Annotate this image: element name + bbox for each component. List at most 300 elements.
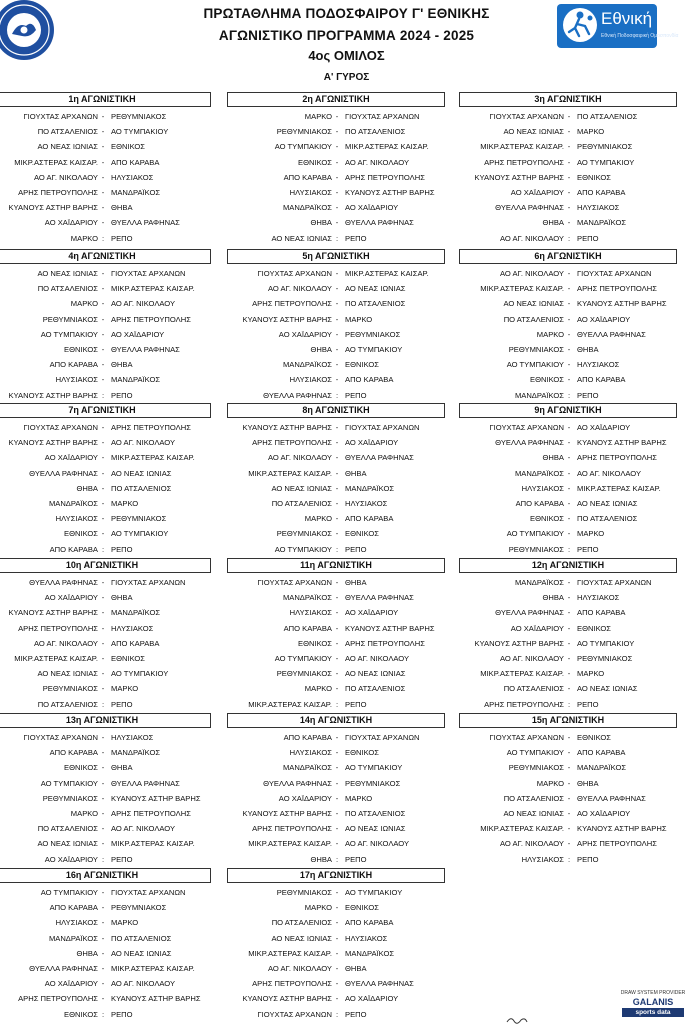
home-team: ΑΟ ΤΥΜΠΑΚΙΟΥ [274, 653, 332, 663]
match-row [459, 109, 677, 124]
match-row [459, 266, 677, 281]
away-team: ΜΙΚΡ.ΑΣΤΕΡΑΣ ΚΑΙΣΑΡ. [577, 483, 661, 493]
match-row [227, 420, 445, 435]
match-row [0, 806, 211, 821]
match-separator: - [101, 793, 105, 803]
away-team: ΡΕΠΟ [577, 699, 599, 709]
home-team: ΑΡΗΣ ΠΕΤΡΟΥΠΟΛΗΣ [252, 824, 332, 834]
home-team: ΗΛΥΣΙΑΚΟΣ [521, 854, 564, 864]
away-team: ΑΟ ΝΕΑΣ ΙΩΝΙΑΣ [345, 284, 406, 294]
away-team: ΡΕΠΟ [111, 699, 133, 709]
match-separator: - [335, 793, 339, 803]
away-team: ΜΑΡΚΟ [111, 498, 139, 508]
home-team: ΠΟ ΑΤΣΑΛΕΝΙΟΣ [37, 824, 98, 834]
match-row [0, 605, 211, 620]
away-team: ΕΘΝΙΚΟΣ [345, 529, 379, 539]
match-row [459, 806, 677, 821]
match-row [459, 435, 677, 450]
matchday-box [459, 92, 677, 246]
match-row [227, 215, 445, 230]
home-team: ΚΥΑΝΟΥΣ ΑΣΤΗΡ ΒΑΡΗΣ [8, 608, 98, 618]
match-separator: - [101, 903, 105, 913]
match-row [459, 200, 677, 215]
home-team: ΑΠΟ ΚΑΡΑΒΑ [283, 623, 332, 633]
away-team: ΘΥΕΛΛΑ ΡΑΦΗΝΑΣ [111, 218, 180, 228]
home-team: ΜΙΚΡ.ΑΣΤΕΡΑΣ ΚΑΙΣΑΡ. [248, 468, 332, 478]
match-row [459, 666, 677, 681]
away-team: ΑΟ ΤΥΜΠΑΚΙΟΥ [111, 669, 169, 679]
match-row [0, 745, 211, 760]
page-subtitle: ΑΓΩΝΙΣΤΙΚΟ ΠΡΟΓΡΑΜΜΑ 2024 - 2025 [218, 28, 475, 43]
match-separator: - [335, 498, 339, 508]
home-team: ΠΟ ΑΤΣΑΛΕΝΙΟΣ [271, 498, 332, 508]
match-separator: - [567, 269, 571, 278]
home-team: ΑΡΗΣ ΠΕΤΡΟΥΠΟΛΗΣ [252, 438, 332, 448]
match-separator: - [335, 157, 339, 167]
match-row [0, 155, 211, 170]
match-row [0, 991, 211, 1006]
away-team: ΜΙΚΡ.ΑΣΤΕΡΑΣ ΚΑΙΣΑΡ. [345, 142, 429, 152]
away-team: ΓΙΟΥΧΤΑΣ ΑΡΧΑΝΩΝ [111, 578, 186, 587]
away-team: ΚΥΑΝΟΥΣ ΑΣΤΗΡ ΒΑΡΗΣ [577, 299, 667, 309]
away-team: ΡΕΠΟ [111, 1009, 133, 1019]
away-team: ΘΗΒΑ [577, 778, 599, 788]
away-team: ΡΕΘΥΜΝΙΑΚΟΣ [345, 329, 401, 339]
home-team: ΑΟ ΧΑΪΔΑΡΙΟΥ [44, 854, 98, 864]
matchday-box [459, 403, 677, 557]
match-separator: - [335, 839, 339, 849]
match-separator: - [335, 963, 339, 973]
away-team: ΡΕΠΟ [111, 233, 133, 243]
match-row [459, 281, 677, 296]
match-separator: - [101, 653, 105, 663]
home-team: ΕΘΝΙΚΟΣ [530, 514, 564, 524]
match-row [459, 185, 677, 200]
match-separator: - [101, 669, 105, 679]
matchday-title: 4η ΑΓΩΝΙΣΤΙΚΗ [0, 249, 211, 264]
match-separator: : [335, 1009, 339, 1019]
away-team: ΑΟ ΑΓ. ΝΙΚΟΛΑΟΥ [345, 157, 410, 167]
match-row [0, 450, 211, 465]
match-row [459, 760, 677, 775]
match-row [0, 124, 211, 139]
match-separator: - [101, 284, 105, 294]
match-separator: - [567, 684, 571, 694]
match-separator: - [101, 269, 105, 278]
away-team: ΑΟ ΧΑΪΔΑΡΙΟΥ [345, 438, 399, 448]
match-separator: - [101, 157, 105, 167]
match-separator: - [101, 360, 105, 370]
match-row [0, 946, 211, 961]
home-team: ΑΟ ΤΥΜΠΑΚΙΟΥ [506, 360, 564, 370]
match-row [459, 215, 677, 230]
match-separator: - [101, 529, 105, 539]
away-team: ΑΡΗΣ ΠΕΤΡΟΥΠΟΛΗΣ [111, 314, 191, 324]
match-separator: - [567, 733, 571, 742]
ethniki-brand-text: Εθνική [601, 9, 653, 28]
match-list [459, 109, 677, 246]
home-team: ΑΟ ΑΓ. ΝΙΚΟΛΑΟΥ [499, 653, 564, 663]
match-separator: - [567, 299, 571, 309]
home-team: ΜΑΝΔΡΑΪΚΟΣ [48, 498, 98, 508]
away-team: ΓΙΟΥΧΤΑΣ ΑΡΧΑΝΩΝ [345, 733, 420, 742]
match-row [0, 420, 211, 435]
match-row [0, 915, 211, 930]
match-row [227, 388, 445, 403]
match-row [0, 621, 211, 636]
match-row [0, 791, 211, 806]
matchday-box [459, 249, 677, 403]
match-row [0, 836, 211, 851]
home-team: ΘΥΕΛΛΑ ΡΑΦΗΝΑΣ [29, 468, 98, 478]
away-team: ΕΘΝΙΚΟΣ [111, 142, 145, 152]
home-team: ΚΥΑΝΟΥΣ ΑΣΤΗΡ ΒΑΡΗΣ [8, 390, 98, 400]
match-row [0, 511, 211, 526]
away-team: ΑΠΟ ΚΑΡΑΒΑ [345, 375, 394, 385]
home-team: ΜΙΚΡ.ΑΣΤΕΡΑΣ ΚΑΙΣΑΡ. [480, 142, 564, 152]
matchday-box [0, 558, 211, 712]
away-team: ΑΡΗΣ ΠΕΤΡΟΥΠΟΛΗΣ [111, 423, 191, 432]
home-team: ΑΟ ΝΕΑΣ ΙΩΝΙΑΣ [271, 233, 332, 243]
match-row [227, 885, 445, 900]
home-team: ΘΥΕΛΛΑ ΡΑΦΗΝΑΣ [29, 963, 98, 973]
match-separator: - [567, 669, 571, 679]
match-row [227, 450, 445, 465]
match-separator: - [567, 839, 571, 849]
home-team: ΑΟ ΤΥΜΠΑΚΙΟΥ [40, 778, 98, 788]
home-team: ΑΟ ΤΥΜΠΑΚΙΟΥ [506, 748, 564, 758]
home-team: ΑΠΟ ΚΑΡΑΒΑ [49, 748, 98, 758]
matchday-title: 1η ΑΓΩΝΙΣΤΙΚΗ [0, 92, 211, 107]
match-separator: - [335, 653, 339, 663]
match-row [459, 155, 677, 170]
match-row [227, 185, 445, 200]
match-row [459, 575, 677, 590]
matchday-title: 9η ΑΓΩΝΙΣΤΙΚΗ [459, 403, 677, 418]
match-row [459, 372, 677, 387]
home-team: ΑΟ ΝΕΑΣ ΙΩΝΙΑΣ [37, 142, 98, 152]
away-team: ΠΟ ΑΤΣΑΛΕΝΙΟΣ [577, 112, 638, 121]
home-team: ΑΟ ΧΑΪΔΑΡΙΟΥ [44, 979, 98, 989]
home-team: ΑΟ ΤΥΜΠΑΚΙΟΥ [274, 142, 332, 152]
match-separator: : [101, 390, 105, 400]
match-row [0, 575, 211, 590]
away-team: ΑΟ ΑΓ. ΝΙΚΟΛΑΟΥ [111, 979, 176, 989]
match-row [0, 931, 211, 946]
away-team: ΜΑΝΔΡΑΪΚΟΣ [111, 187, 161, 197]
match-row [227, 466, 445, 481]
away-team: ΠΟ ΑΤΣΑΛΕΝΙΟΣ [345, 127, 406, 137]
match-separator: - [101, 344, 105, 354]
home-team: ΘΗΒΑ [310, 218, 332, 228]
matchday-title: 16η ΑΓΩΝΙΣΤΙΚΗ [0, 868, 211, 883]
match-separator: - [101, 578, 105, 587]
home-team: ΕΘΝΙΚΟΣ [64, 763, 98, 773]
away-team: ΑΠΟ ΚΑΡΑΒΑ [345, 918, 394, 928]
match-row [459, 681, 677, 696]
match-row [227, 139, 445, 154]
match-row [459, 542, 677, 557]
match-row [0, 961, 211, 976]
matchday-title: 5η ΑΓΩΝΙΣΤΙΚΗ [227, 249, 445, 264]
sponsor-logo [613, 988, 693, 1024]
home-team: ΑΟ ΑΓ. ΝΙΚΟΛΑΟΥ [499, 839, 564, 849]
home-team: ΗΛΥΣΙΑΚΟΣ [289, 608, 332, 618]
match-list [0, 885, 211, 1022]
away-team: ΑΡΗΣ ΠΕΤΡΟΥΠΟΛΗΣ [345, 172, 425, 182]
match-separator: - [335, 948, 339, 958]
match-separator: : [101, 233, 105, 243]
match-row [227, 946, 445, 961]
away-team: ΑΟ ΝΕΑΣ ΙΩΝΙΑΣ [577, 498, 638, 508]
away-team: ΘΥΕΛΛΑ ΡΑΦΗΝΑΣ [577, 329, 646, 339]
match-separator: - [335, 979, 339, 989]
match-row [227, 281, 445, 296]
match-separator: - [101, 498, 105, 508]
match-separator: - [335, 808, 339, 818]
match-row [459, 124, 677, 139]
match-row [227, 636, 445, 651]
away-team: ΠΟ ΑΤΣΑΛΕΝΙΟΣ [345, 808, 406, 818]
match-row [227, 915, 445, 930]
match-separator: - [567, 314, 571, 324]
home-team: ΓΙΟΥΧΤΑΣ ΑΡΧΑΝΩΝ [489, 423, 564, 432]
match-row [459, 511, 677, 526]
away-team: ΜΙΚΡ.ΑΣΤΕΡΑΣ ΚΑΙΣΑΡ. [111, 453, 195, 463]
away-team: ΜΙΚΡ.ΑΣΤΕΡΑΣ ΚΑΙΣΑΡ. [111, 963, 195, 973]
match-row [459, 605, 677, 620]
home-team: ΘΥΕΛΛΑ ΡΑΦΗΝΑΣ [263, 778, 332, 788]
away-team: ΑΟ ΧΑΪΔΑΡΙΟΥ [345, 608, 399, 618]
home-team: ΑΟ ΑΓ. ΝΙΚΟΛΑΟΥ [267, 453, 332, 463]
match-row [0, 976, 211, 991]
away-team: ΠΟ ΑΤΣΑΛΕΝΙΟΣ [345, 684, 406, 694]
match-row [227, 681, 445, 696]
home-team: ΑΟ ΝΕΑΣ ΙΩΝΙΑΣ [37, 269, 98, 278]
match-separator: - [335, 578, 339, 587]
match-separator: - [567, 284, 571, 294]
match-row [459, 327, 677, 342]
match-separator: : [101, 699, 105, 709]
match-row [0, 636, 211, 651]
match-separator: - [567, 498, 571, 508]
match-separator: - [101, 112, 105, 121]
matchday-title: 8η ΑΓΩΝΙΣΤΙΚΗ [227, 403, 445, 418]
home-team: ΕΘΝΙΚΟΣ [298, 638, 332, 648]
match-row [459, 852, 677, 867]
match-row [0, 542, 211, 557]
home-team: ΑΟ ΝΕΑΣ ΙΩΝΙΑΣ [37, 839, 98, 849]
away-team: ΘΗΒΑ [577, 344, 599, 354]
home-team: ΜΑΡΚΟ [304, 903, 332, 913]
away-team: ΗΛΥΣΙΑΚΟΣ [111, 623, 154, 633]
away-team: ΑΠΟ ΚΑΡΑΒΑ [577, 608, 626, 618]
match-separator: - [567, 763, 571, 773]
match-row [0, 139, 211, 154]
match-separator: - [335, 127, 339, 137]
match-row [0, 681, 211, 696]
match-separator: - [101, 948, 105, 958]
match-row [227, 836, 445, 851]
away-team: ΕΘΝΙΚΟΣ [577, 733, 611, 742]
match-separator: - [335, 888, 339, 897]
match-separator: : [101, 1009, 105, 1019]
match-separator: - [101, 933, 105, 943]
away-team: ΡΕΠΟ [345, 390, 367, 400]
away-team: ΜΙΚΡ.ΑΣΤΕΡΑΣ ΚΑΙΣΑΡ. [345, 269, 429, 278]
home-team: ΠΟ ΑΤΣΑΛΕΝΙΟΣ [37, 127, 98, 137]
match-separator: - [101, 608, 105, 618]
match-separator: - [567, 142, 571, 152]
home-team: ΕΘΝΙΚΟΣ [64, 529, 98, 539]
match-list [227, 420, 445, 557]
match-row [227, 961, 445, 976]
match-separator: - [101, 203, 105, 213]
home-team: ΕΘΝΙΚΟΣ [530, 375, 564, 385]
group-label: 4ος ΟΜΙΛΟΣ [308, 48, 385, 63]
match-separator: - [567, 423, 571, 432]
match-row [459, 342, 677, 357]
away-team: ΑΟ ΝΕΑΣ ΙΩΝΙΑΣ [111, 468, 172, 478]
matchday-box [459, 558, 677, 712]
away-team: ΑΟ ΝΕΑΣ ΙΩΝΙΑΣ [345, 824, 406, 834]
away-team: ΘΥΕΛΛΑ ΡΑΦΗΝΑΣ [111, 344, 180, 354]
match-row [227, 481, 445, 496]
match-list [227, 266, 445, 403]
match-separator: - [567, 748, 571, 758]
match-separator: - [567, 653, 571, 663]
match-separator: - [101, 299, 105, 309]
home-team: ΡΕΘΥΜΝΙΑΚΟΣ [508, 344, 564, 354]
match-row [227, 511, 445, 526]
match-row [459, 697, 677, 712]
home-team: ΘΥΕΛΛΑ ΡΑΦΗΝΑΣ [29, 578, 98, 587]
home-team: ΜΙΚΡ.ΑΣΤΕΡΑΣ ΚΑΙΣΑΡ. [14, 653, 98, 663]
match-row [459, 312, 677, 327]
match-separator: : [567, 699, 571, 709]
match-row [459, 776, 677, 791]
home-team: ΑΡΗΣ ΠΕΤΡΟΥΠΟΛΗΣ [18, 623, 98, 633]
away-team: ΡΕΠΟ [111, 544, 133, 554]
match-row [227, 791, 445, 806]
away-team: ΑΠΟ ΚΑΡΑΒΑ [345, 514, 394, 524]
matchday-title: 17η ΑΓΩΝΙΣΤΙΚΗ [227, 868, 445, 883]
away-team: ΗΛΥΣΙΑΚΟΣ [577, 203, 620, 213]
home-team: ΑΟ ΧΑΪΔΑΡΙΟΥ [278, 329, 332, 339]
home-team: ΜΙΚΡ.ΑΣΤΕΡΑΣ ΚΑΙΣΑΡ. [248, 699, 332, 709]
matchday-box [0, 868, 211, 1022]
match-row [459, 231, 677, 246]
match-row [459, 420, 677, 435]
match-separator: - [567, 438, 571, 448]
away-team: ΑΡΗΣ ΠΕΤΡΟΥΠΟΛΗΣ [111, 808, 191, 818]
away-team: ΘΗΒΑ [111, 360, 133, 370]
home-team: ΚΥΑΝΟΥΣ ΑΣΤΗΡ ΒΑΡΗΣ [474, 172, 564, 182]
match-separator: - [101, 623, 105, 633]
match-separator: - [101, 127, 105, 137]
away-team: ΘΗΒΑ [345, 468, 367, 478]
match-row [459, 590, 677, 605]
match-row [0, 435, 211, 450]
away-team: ΑΟ ΤΥΜΠΑΚΙΟΥ [111, 529, 169, 539]
match-row [227, 296, 445, 311]
match-separator: - [335, 468, 339, 478]
match-separator: - [567, 187, 571, 197]
home-team: ΑΟ ΑΓ. ΝΙΚΟΛΑΟΥ [499, 269, 564, 278]
away-team: ΑΟ ΑΓ. ΝΙΚΟΛΑΟΥ [345, 653, 410, 663]
match-separator: - [335, 638, 339, 648]
match-row [227, 621, 445, 636]
home-team: ΜΙΚΡ.ΑΣΤΕΡΑΣ ΚΑΙΣΑΡ. [248, 948, 332, 958]
home-team: ΜΙΚΡ.ΑΣΤΕΡΑΣ ΚΑΙΣΑΡ. [480, 824, 564, 834]
matchday-title: 14η ΑΓΩΝΙΣΤΙΚΗ [227, 713, 445, 728]
away-team: ΑΠΟ ΚΑΡΑΒΑ [111, 638, 160, 648]
home-team: ΜΑΡΚΟ [536, 329, 564, 339]
match-separator: - [567, 529, 571, 539]
matchday-box [227, 92, 445, 246]
match-row [227, 124, 445, 139]
away-team: ΑΠΟ ΚΑΡΑΒΑ [577, 187, 626, 197]
home-team: ΓΙΟΥΧΤΑΣ ΑΡΧΑΝΩΝ [489, 733, 564, 742]
away-team: ΚΥΑΝΟΥΣ ΑΣΤΗΡ ΒΑΡΗΣ [111, 994, 201, 1004]
home-team: ΓΙΟΥΧΤΑΣ ΑΡΧΑΝΩΝ [489, 112, 564, 121]
match-row [0, 357, 211, 372]
match-row [227, 605, 445, 620]
match-list [227, 575, 445, 712]
match-row [227, 730, 445, 745]
match-separator: - [101, 438, 105, 448]
match-row [459, 357, 677, 372]
away-team: ΜΑΝΔΡΑΪΚΟΣ [111, 608, 161, 618]
away-team: ΘΗΒΑ [111, 593, 133, 603]
match-separator: - [335, 218, 339, 228]
away-team: ΘΥΕΛΛΑ ΡΑΦΗΝΑΣ [345, 453, 414, 463]
home-team: ΑΟ ΤΥΜΠΑΚΙΟΥ [40, 329, 98, 339]
match-separator: - [567, 793, 571, 803]
home-team: ΜΑΝΔΡΑΪΚΟΣ [282, 203, 332, 213]
match-separator: - [335, 375, 339, 385]
away-team: ΡΕΘΥΜΝΙΑΚΟΣ [577, 653, 633, 663]
match-row [0, 526, 211, 541]
home-team: ΜΑΡΚΟ [70, 808, 98, 818]
home-team: ΡΕΘΥΜΝΙΑΚΟΣ [508, 763, 564, 773]
match-separator: - [335, 918, 339, 928]
matchday-title: 11η ΑΓΩΝΙΣΤΙΚΗ [227, 558, 445, 573]
away-team: ΗΛΥΣΙΑΚΟΣ [111, 733, 154, 742]
matchday-box [459, 713, 677, 867]
match-row [459, 296, 677, 311]
home-team: ΜΑΡΚΟ [70, 233, 98, 243]
match-row [459, 450, 677, 465]
match-row [227, 496, 445, 511]
home-team: ΗΛΥΣΙΑΚΟΣ [521, 483, 564, 493]
matchday-title: 3η ΑΓΩΝΙΣΤΙΚΗ [459, 92, 677, 107]
away-team: ΠΟ ΑΤΣΑΛΕΝΙΟΣ [111, 933, 172, 943]
match-separator: - [101, 963, 105, 973]
match-separator: - [101, 748, 105, 758]
match-separator: - [101, 468, 105, 478]
home-team: ΑΟ ΝΕΑΣ ΙΩΝΙΑΣ [37, 669, 98, 679]
away-team: ΚΥΑΝΟΥΣ ΑΣΤΗΡ ΒΑΡΗΣ [577, 824, 667, 834]
home-team: ΡΕΘΥΜΝΙΑΚΟΣ [276, 669, 332, 679]
away-team: ΜΑΝΔΡΑΪΚΟΣ [345, 948, 395, 958]
match-separator: - [101, 684, 105, 694]
match-separator: - [101, 994, 105, 1004]
away-team: ΗΛΥΣΙΑΚΟΣ [577, 360, 620, 370]
away-team: ΑΟ ΧΑΪΔΑΡΙΟΥ [111, 329, 165, 339]
away-team: ΜΑΡΚΟ [345, 314, 373, 324]
home-team: ΠΟ ΑΤΣΑΛΕΝΙΟΣ [503, 314, 564, 324]
